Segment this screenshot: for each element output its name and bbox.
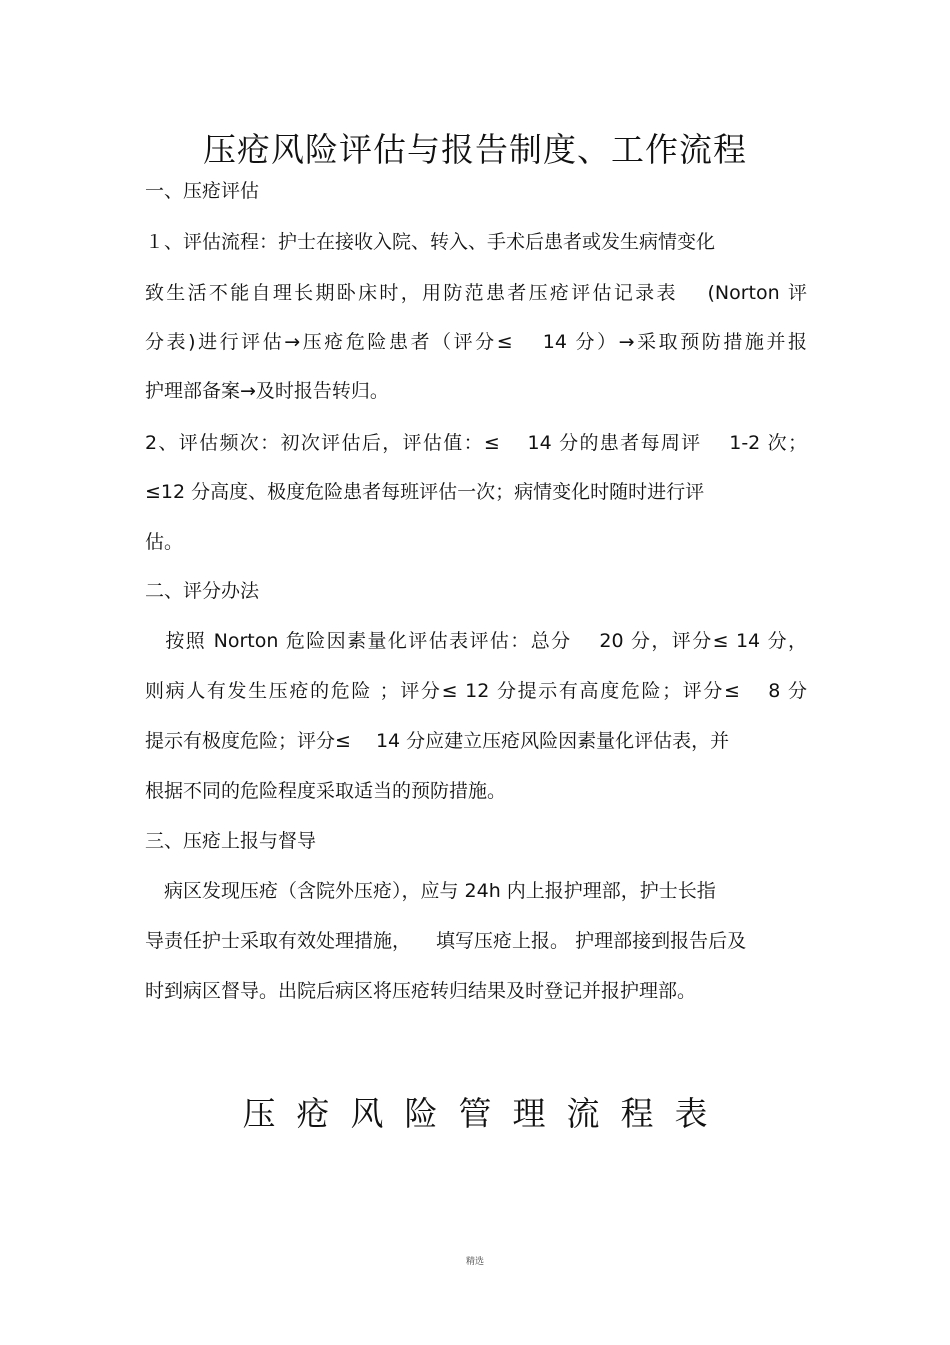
section-heading-scoring: 二、评分办法 [145,580,260,602]
document-title: 压疮风险评估与报告制度、工作流程 [203,130,747,169]
paragraph-line: 提示有极度危险；评分≤ 14 分应建立压疮风险因素量化评估表，并 [145,730,730,752]
flowchart-title: 压疮风险管理流程表 [242,1094,729,1133]
paragraph-line: 导责任护士采取有效处理措施， 填写压疮上报。 护理部接到报告后及 [145,930,747,952]
paragraph-line: ≤12 分高度、极度危险患者每班评估一次；病情变化时随时进行评 [145,481,705,503]
paragraph-line: 病区发现压疮（含院外压疮），应与 24h 内上报护理部，护士长指 [145,880,716,902]
paragraph-line: 致生活不能自理长期卧床时，用防范患者压疮评估记录表 (Norton 评 [145,282,807,304]
paragraph-line: １、评估流程：护士在接收入院、转入、手术后患者或发生病情变化 [145,231,716,253]
paragraph-line: 护理部备案→及时报告转归。 [145,380,389,402]
paragraph-line: 则病人有发生压疮的危险 ；评分≤ 12 分提示有高度危险；评分≤ 8 分 [145,680,807,702]
section-heading-assessment: 一、压疮评估 [145,180,260,202]
paragraph-line: 时到病区督导。出院后病区将压疮转归结果及时登记并报护理部。 [145,980,697,1002]
paragraph-line: 分表)进行评估→压疮危险患者（评分≤ 14 分）→采取预防措施并报 [145,331,807,353]
paragraph-line: 估。 [145,531,184,553]
paragraph-line: 根据不同的危险程度采取适当的预防措施。 [145,780,507,802]
paragraph-line: 按照 Norton 危险因素量化评估表评估：总分 20 分，评分≤ 14 分， [145,630,807,652]
section-heading-reporting: 三、压疮上报与督导 [145,830,317,852]
page-footer: 精选 [465,1257,484,1267]
paragraph-line: 2、评估频次：初次评估后，评估值：≤ 14 分的患者每周评 1-2 次； [145,432,807,454]
